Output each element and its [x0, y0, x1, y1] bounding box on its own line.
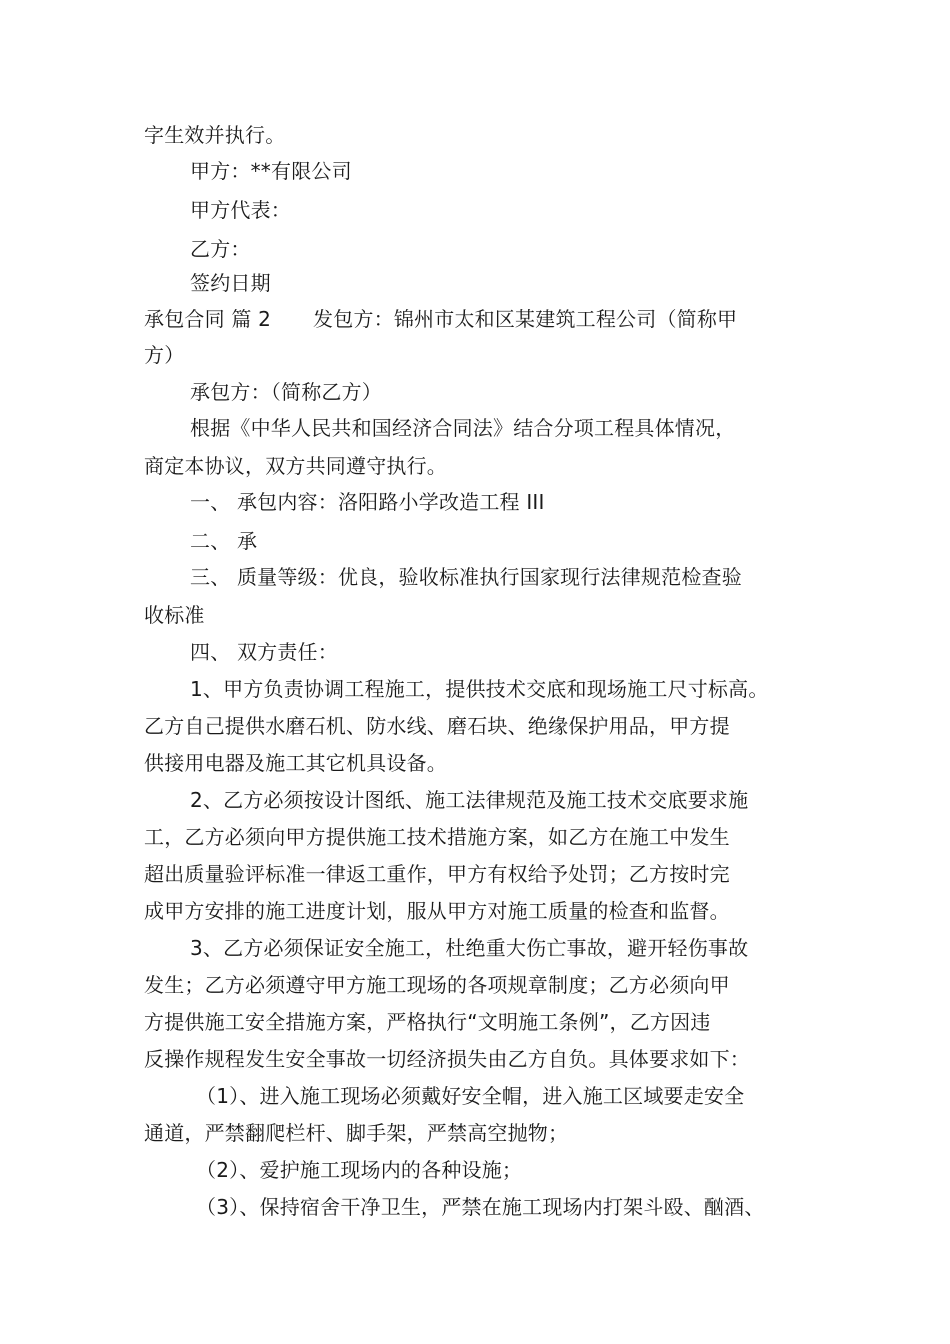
- text-line: 通道，严禁翻爬栏杆、脚手架，严禁高空抛物；: [144, 1121, 569, 1145]
- text-line: 乙方自己提供水磨石机、防水线、磨石块、绝缘保护用品，甲方提: [144, 714, 730, 738]
- text-line: 超出质量验评标准一律返工重作，甲方有权给予处罚；乙方按时完: [144, 862, 730, 886]
- contractor-line: 承包方：（简称乙方）: [190, 380, 382, 404]
- section-heading-line: [144, 305, 737, 333]
- clause-3-line: 三、 质量等级：优良，验收标准执行国家现行法律规范检查验: [190, 565, 742, 589]
- text-line: 方）: [144, 343, 185, 367]
- clause-4-line: 四、 双方责任：: [190, 640, 338, 664]
- responsibility-1-line: 1、甲方负责协调工程施工，提供技术交底和现场施工尺寸标高。: [190, 677, 769, 701]
- responsibility-2-line: 2、乙方必须按设计图纸、施工法律规范及施工技术交底要求施: [190, 788, 749, 812]
- clause-1-line: 一、 承包内容：洛阳路小学改造工程 III: [190, 490, 545, 514]
- sign-date-line: 签约日期: [190, 271, 271, 295]
- text-line: 商定本协议，双方共同遵守执行。: [144, 454, 447, 478]
- party-b-line: 乙方：: [190, 237, 251, 261]
- text-line: 根据《中华人民共和国经济合同法》结合分项工程具体情况，: [190, 416, 736, 440]
- party-a-representative-line: 甲方代表：: [190, 198, 291, 222]
- requirement-3-line: （3）、保持宿舍干净卫生，严禁在施工现场内打架斗殴、酗酒、: [196, 1195, 765, 1219]
- requirement-1-line: （1）、进入施工现场必须戴好安全帽，进入施工区域要走安全: [196, 1084, 745, 1108]
- text-line: 成甲方安排的施工进度计划，服从甲方对施工质量的检查和监督。: [144, 899, 730, 923]
- contracting-party-text: 发包方：锦州市太和区某建筑工程公司（简称甲: [313, 307, 738, 331]
- responsibility-3-line: 3、乙方必须保证安全施工，杜绝重大伤亡事故，避开轻伤事故: [190, 936, 749, 960]
- text-line: 收标准: [144, 603, 205, 627]
- text-line: 供接用电器及施工其它机具设备。: [144, 751, 447, 775]
- text-line: 发生；乙方必须遵守甲方施工现场的各项规章制度；乙方必须向甲: [144, 973, 730, 997]
- text-line: 反操作规程发生安全事故一切经济损失由乙方自负。具体要求如下：: [144, 1047, 750, 1071]
- text-line: 方提供施工安全措施方案，严格执行“文明施工条例”，乙方因违: [144, 1010, 711, 1034]
- party-a-line: 甲方：**有限公司: [190, 159, 352, 183]
- clause-2-line: 二、 承: [190, 529, 258, 553]
- requirement-2-line: （2）、爱护施工现场内的各种设施；: [196, 1158, 523, 1182]
- text-line: 工，乙方必须向甲方提供施工技术措施方案，如乙方在施工中发生: [144, 825, 730, 849]
- text-line: 字生效并执行。: [144, 123, 286, 147]
- section-heading: 承包合同 篇 2: [144, 307, 272, 331]
